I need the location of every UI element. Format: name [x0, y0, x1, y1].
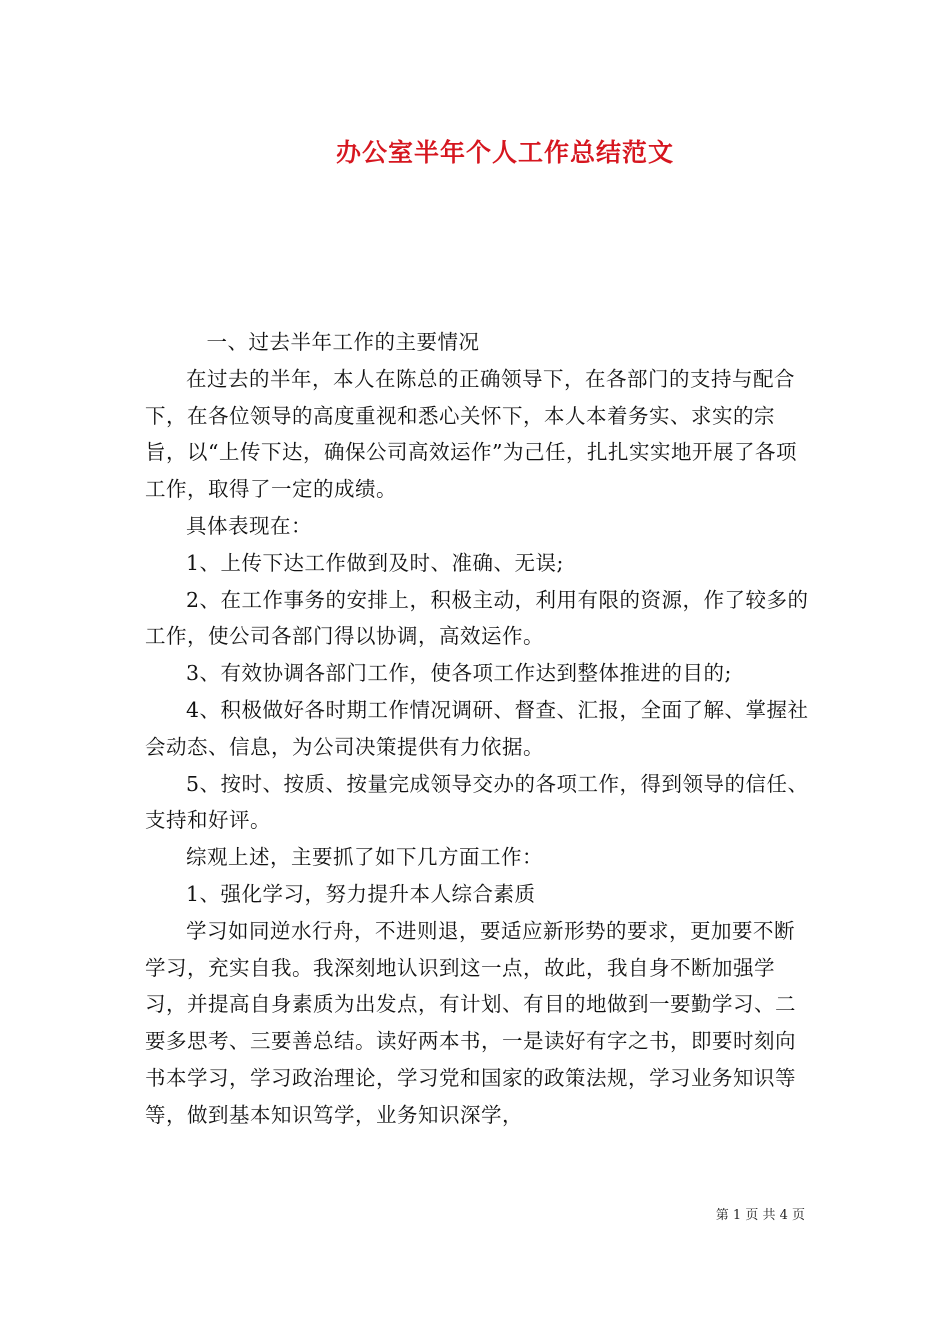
list-item: 2、在工作事务的安排上，积极主动，利用有限的资源，作了较多的工作，使公司各部门得以协调，高效运作。 [145, 587, 809, 649]
paragraph: 具体表现在： [186, 513, 312, 538]
list-item: 5、按时、按质、按量完成领导交办的各项工作，得到领导的信任、支持和好评。 [145, 771, 809, 833]
list-item: 4、积极做好各时期工作情况调研、督查、汇报，全面了解、掌握社会动态、信息，为公司决策提供有力依据。 [145, 697, 809, 759]
list-item: 1、上传下达工作做到及时、准确、无误; [186, 550, 564, 575]
paragraph: 学习如同逆水行舟，不进则退，要适应新形势的要求，更加要不断学习，充实自我。我深刻地认识到这一点，故此，我自身不断加强学习，并提高自身素质为出发点，有计划、有目的地做到一要勤学习、二要多思考、三要善总结。读好两本书，一是读好有字之书，即要时刻向书本学习，学习政治理论，学习党和国家的政策法规，学习业务知识等等，做到基本知识笃学，业务知识深学， [145, 918, 796, 1127]
paragraph: 综观上述，主要抓了如下几方面工作： [186, 845, 543, 870]
page-number: 第 1 页 共 4 页 [715, 1208, 805, 1223]
document-body [145, 324, 811, 1134]
paragraph: 在过去的半年，本人在陈总的正确领导下，在各部门的支持与配合下，在各位领导的高度重视和悉心关怀下，本人本着务实、求实的宗旨，以“上传下达，确保公司高效运作”为己任，扎扎实实地开展了各项工作，取得了一定的成绩。 [145, 366, 797, 502]
section-heading: 一、过去半年工作的主要情况 [206, 330, 480, 354]
subsection-heading: 1、强化学习，努力提升本人综合素质 [186, 881, 536, 906]
list-item: 3、有效协调各部门工作，使各项工作达到整体推进的目的; [186, 661, 732, 686]
page-title: 办公室半年个人工作总结范文 [335, 138, 674, 167]
